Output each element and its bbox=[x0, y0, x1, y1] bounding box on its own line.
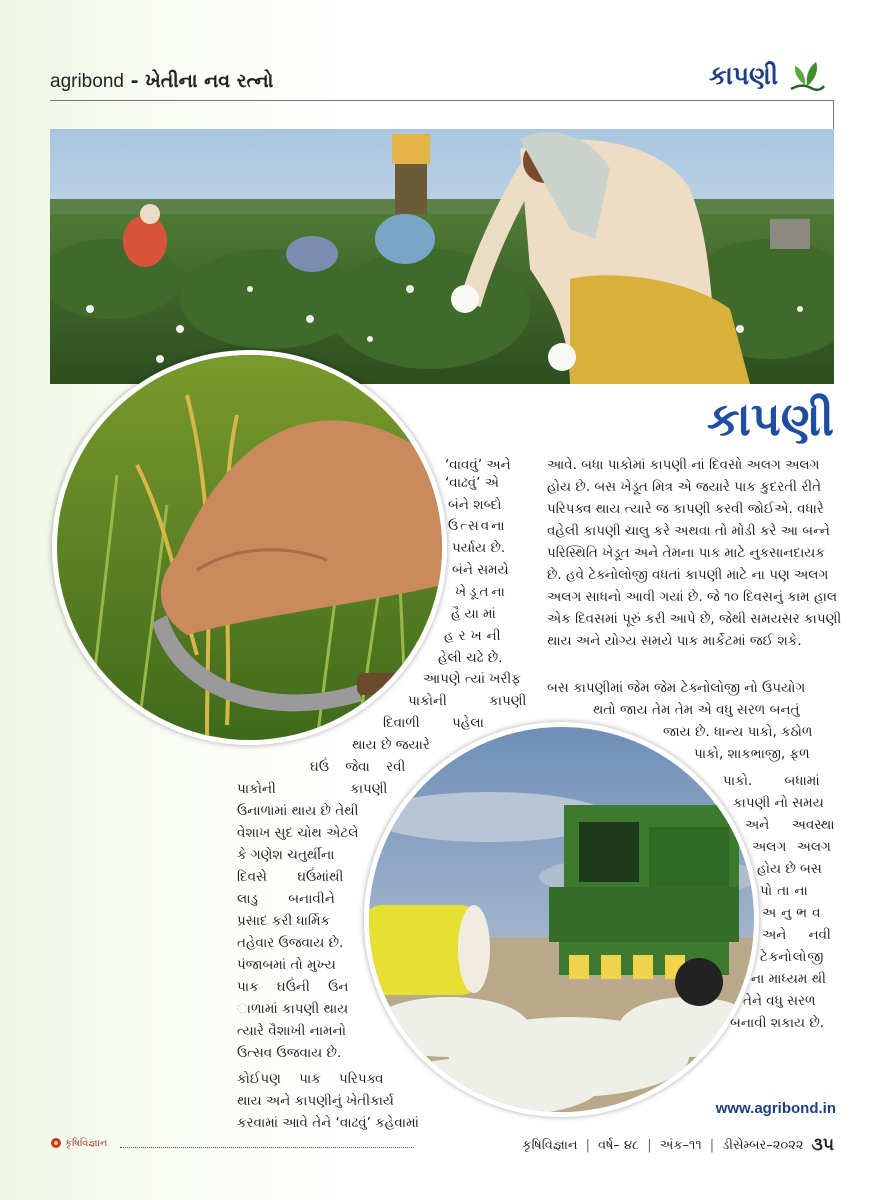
text-line: પરિસ્થિતિ ખેડૂત અને તેમના પાક માટે નુકસાનદાયક bbox=[547, 545, 825, 561]
page-number: ૩૫ bbox=[811, 1135, 834, 1155]
text-line: એક દિવસમાં પૂરું કરી આપે છે, જેથી સમયસર કાપણી bbox=[547, 611, 842, 627]
cotton-field-illustration bbox=[50, 129, 834, 384]
text-line: વેશાખ સુદ ચોથ એટલે bbox=[237, 825, 359, 841]
text-line: પંજાબમાં તો મુખ્ય bbox=[237, 957, 336, 973]
footer-issue-info bbox=[522, 1135, 834, 1155]
text-line: થાય અને કાપણીનું ખેતીકાર્ય bbox=[237, 1093, 394, 1109]
text-line: ઉત્સવ ઉજવાય છે. bbox=[237, 1045, 342, 1061]
text-line: થાય અને યોગ્ય સમયે પાક માર્કેટમાં જઈ શકે. bbox=[547, 633, 802, 649]
text-line: લાડુ બનાવીને bbox=[237, 891, 335, 907]
text-line: પરિપક્વ થાય ત્યારે જ કાપણી કરવી જોઈએ. વધારે bbox=[547, 501, 824, 517]
header-rule bbox=[50, 100, 834, 129]
leaf-icon bbox=[788, 58, 826, 94]
cotton-harvester-illustration bbox=[369, 727, 754, 1112]
text-line: દિવસે ઘઉંમાંથી bbox=[237, 869, 344, 885]
wheat-harvest-circle-photo bbox=[52, 350, 447, 745]
website-link[interactable]: www.agribond.in bbox=[715, 1100, 836, 1117]
text-line: જાય છે. ધાન્ય પાકો, કઠોળ bbox=[663, 724, 813, 740]
text-line: હોય છે બસ bbox=[757, 861, 822, 877]
footer-separator: | bbox=[709, 1137, 715, 1153]
text-line: દિવાળી પહેલા bbox=[383, 715, 484, 731]
text-line: પાકોની કાપણી bbox=[408, 693, 527, 709]
text-line: કે ગણેશ ચતુર્થીના bbox=[237, 847, 335, 863]
footer-year: વર્ષ– ૪૮ bbox=[598, 1137, 640, 1153]
text-line: કરવામાં આવે તેને ‘વાઢવું’ કહેવામાં bbox=[237, 1115, 419, 1131]
text-line: આવે. બધા પાકોમાં કાપણી નાં દિવસો અલગ અલગ bbox=[547, 457, 820, 473]
series-tagline: ખેતીના નવ રત્નો bbox=[145, 70, 274, 92]
text-line: ઉનાળામાં થાય છે તેથી bbox=[237, 803, 359, 819]
text-line: હોય છે. બસ ખેડૂત મિત્ર એ જયારે પાક કુદરતી રીતે bbox=[547, 479, 822, 495]
text-line bbox=[445, 457, 524, 474]
text-line: પાકો. બધામાં bbox=[723, 773, 820, 789]
text-line: ત્યારે વૈશાખી નામનો bbox=[237, 1023, 346, 1039]
cotton-pickers-photo bbox=[50, 129, 834, 384]
text-line: પર્યાય છે. bbox=[452, 540, 506, 556]
text-line: અલગ સાધનો આવી ગયાં છે. જે ૧૦ દિવસનું કામ હાલ bbox=[547, 589, 838, 605]
text-line: બનાવી શકાય છે. bbox=[730, 1015, 825, 1031]
text-line: બસ કાપણીમાં જેમ જેમ ટેક્નોલોજી નો ઉપયોગ bbox=[547, 680, 806, 696]
section-header bbox=[709, 58, 826, 94]
text-line: થાય છે જયારે bbox=[352, 737, 430, 753]
text-line: તહેવાર ઉજવાય છે. bbox=[237, 935, 344, 951]
brand-separator: - bbox=[123, 70, 146, 92]
footer-dotted-rule bbox=[120, 1147, 414, 1148]
footer-logo bbox=[50, 1137, 107, 1149]
text-line: વહેલી કાપણી ચાલુ કરે અથવા તો મોડી કરે આ બન્ને bbox=[547, 523, 830, 539]
text-line: બંને સમયે bbox=[452, 562, 509, 578]
text-line: ાળામાં કાપણી થાય bbox=[237, 1001, 349, 1017]
footer-separator: | bbox=[585, 1137, 590, 1153]
header-brand-line bbox=[50, 70, 273, 93]
footer-logo-label: કૃષિવિજ્ઞાન bbox=[65, 1137, 108, 1149]
text-line: પ્રસાદ કરી ધાર્મિક bbox=[237, 913, 331, 929]
text-line: ઉત્સવના bbox=[448, 518, 507, 534]
text-line: અલગ અલગ bbox=[752, 839, 831, 855]
text-line: અનુભવ bbox=[762, 905, 826, 921]
footer-separator: | bbox=[647, 1137, 652, 1153]
text-line: તેને વધુ સરળ bbox=[743, 993, 816, 1009]
text-line: અને નવી bbox=[762, 927, 831, 943]
text-line: ઘઉં જેવા રવી bbox=[310, 759, 406, 775]
text-line: પોતાના bbox=[760, 883, 813, 899]
text-line: છે. હવે ટેક્નોલોજી વધતાં કાપણી માટે ના પણ અલગ bbox=[547, 567, 829, 583]
text-line: અને અવસ્થા bbox=[745, 817, 835, 833]
text-line: હરખની bbox=[444, 628, 506, 644]
text-line-content: ‘વાવવું’ અને bbox=[445, 457, 511, 473]
article-title: કાપણી bbox=[707, 392, 834, 446]
cotton-harvester-circle-photo bbox=[364, 722, 759, 1117]
text-line: પાક ઘઉંની ઉન bbox=[237, 979, 349, 995]
wheat-sickle-illustration bbox=[57, 355, 442, 740]
text-line: પાકોની કાપણી bbox=[237, 781, 388, 797]
text-line: થતો જાય તેમ તેમ એ વધુ સરળ બનતું bbox=[593, 702, 800, 718]
footer-date: ડીસેમ્બર–૨૦૨૨ bbox=[722, 1137, 804, 1153]
footer-issue-number: અંક–૧૧ bbox=[659, 1137, 702, 1153]
page-footer bbox=[50, 1135, 834, 1155]
text-line: ના માધ્યમ થી bbox=[751, 971, 826, 987]
text-line: આપણે ત્યાં ખરીફ bbox=[423, 671, 521, 687]
text-line: બંને શબ્દો bbox=[448, 497, 502, 513]
text-line: હેલી ચઢે છે. bbox=[438, 650, 503, 666]
magazine-logo-icon bbox=[50, 1137, 62, 1149]
text-line: ‘વાઢવું’ એ bbox=[445, 475, 499, 491]
section-label: કાપણી bbox=[709, 61, 778, 90]
footer-magazine-name: કૃષિવિજ્ઞાન bbox=[522, 1137, 578, 1153]
text-line: ખેડૂતના bbox=[455, 584, 508, 600]
text-line: કોઈપણ પાક પરિપક્વ bbox=[237, 1071, 384, 1087]
text-line: હૈયામાં bbox=[451, 606, 500, 622]
text-line: પાકો, શાકભાજી, ફળ bbox=[694, 746, 810, 762]
text-line: કાપણી નો સમય bbox=[733, 795, 824, 811]
text-line: ટેક્નોલોજી bbox=[760, 949, 825, 965]
brand-name: agribond bbox=[50, 71, 124, 92]
